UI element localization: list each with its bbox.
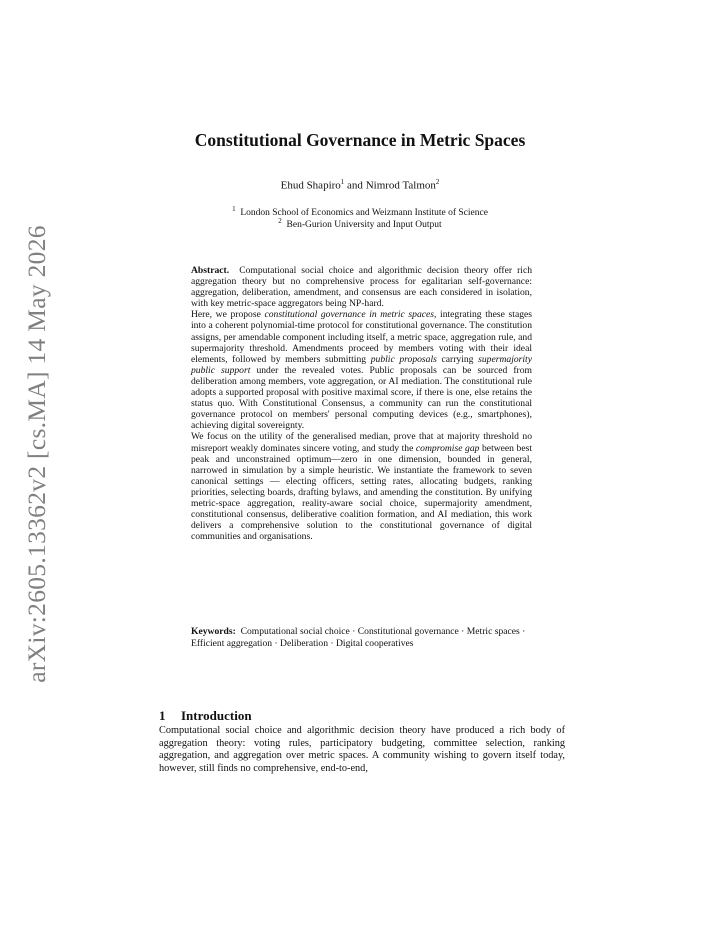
section-heading (159, 708, 252, 724)
affiliation-mark: 1 (340, 178, 345, 186)
keywords (191, 626, 532, 650)
abstract-text: Computational social choice and algorithmic decision theory offer rich aggregation theory but no comprehensive process for egalitarian self-governance: aggregation, deliberation, amendment, and consensus are each considered in isolation, with key metric-space aggregators being NP-hard. (191, 265, 533, 310)
abstract-paragraph (191, 309, 532, 431)
affiliation-mark: 2 (435, 178, 440, 186)
abstract-text: We focus on the utility of the generalised median, prove that at majority threshold no misreport weakly dominates sincere voting, and study the (191, 431, 532, 454)
author-line (0, 178, 720, 192)
arxiv-watermark (20, 225, 54, 683)
author-separator: and (344, 179, 366, 192)
abstract-text: between best peak and unconstrained optimum—zero in one dimension, bounded in general, narrowed in simulation by a simple heuristic. We instantiate the framework to seven canonical settings — electing officers, setting rates, allocating budgets, ranking priorities, selecting boards, drafting bylaws, and amending the constitution. By unifying metric-space aggregation, reality-aware social choice, supermajority amendment, constitutional consensus, deliberative coalition formation, and AI mediation, this work delivers a comprehensive solution to the constitutional governance of digital communities and organisations. (191, 442, 532, 543)
keywords-label: Keywords: (191, 626, 236, 637)
intro-paragraph: Computational social choice and algorithmic decision theory have produced a rich body of aggregation theory: voting rules, participatory budgeting, committee selection, ranking aggregation, and aggregation over metric spaces. A community wishing to govern itself today, however, still finds no comprehensive, end-to-end, (159, 725, 565, 774)
keywords-text: Computational social choice · Constitutional governance · Metric spaces · Efficient aggregation · Deliberation · Digital cooperatives (191, 626, 526, 649)
abstract-label: Abstract. (191, 265, 230, 276)
affiliation-mark: 2 (278, 217, 282, 225)
abstract-text: under the revealed votes. Public proposals can be sourced from deliberation among members, vote aggregation, or AI mediation. The constitutional rule adopts a supported proposal with positive maximal score, if there is one, else retains the status quo. With Constitutional Consensus, a community can run the constitutional governance protocol on members' personal computing devices (e.g., smartphones), achieving digital sovereignty. (191, 364, 533, 432)
affiliation-text: Ben-Gurion University and Input Output (286, 220, 442, 231)
arxiv-id: arXiv:2605.13362v2 [cs.MA] 14 May 2026 (22, 225, 52, 683)
author-name: Nimrod Talmon (365, 179, 436, 192)
author-name: Ehud Shapiro (280, 179, 341, 192)
abstract-emphasis: supermajority public support (191, 353, 532, 376)
affiliation (0, 217, 720, 230)
section-number: 1 (159, 708, 166, 723)
abstract-paragraph (191, 431, 532, 542)
abstract-text: carrying (436, 353, 479, 365)
abstract-text: Here, we propose (191, 309, 265, 321)
section-title: Introduction (181, 708, 252, 723)
abstract-emphasis: public proposals (370, 353, 437, 365)
abstract-emphasis: constitutional governance in metric spaces (264, 309, 435, 321)
abstract-emphasis: compromise gap (415, 442, 480, 454)
abstract (191, 265, 532, 542)
paper-title: Constitutional Governance in Metric Spaces (194, 130, 526, 150)
abstract-text: , integrating these stages into a coherent polynomial-time protocol for constitutional governance. The constitution assigns, per amendable component including itself, a metric space, aggregation rule, and supermajority threshold. Amendments proceed by members voting with their ideal elements, followed by members submitting (191, 309, 532, 365)
abstract-paragraph (191, 265, 532, 309)
affiliation-text: London School of Economics and Weizmann Institute of Science (240, 208, 488, 219)
affiliation-mark: 1 (232, 205, 236, 213)
